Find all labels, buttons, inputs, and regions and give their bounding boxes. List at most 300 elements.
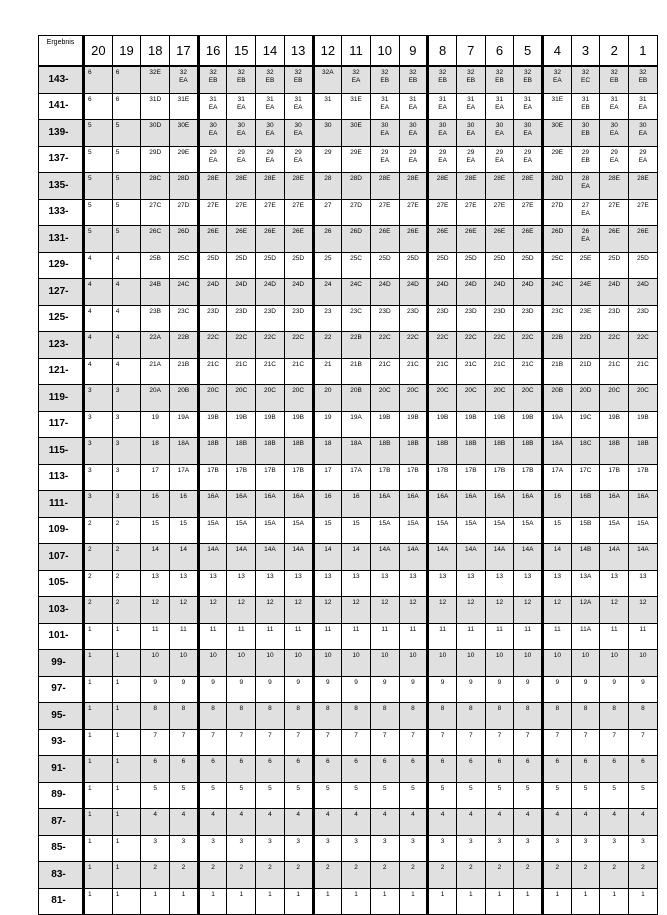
table-cell: 21C: [370, 358, 399, 385]
table-cell: 32A: [313, 66, 342, 93]
table-cell: 25C: [170, 252, 199, 279]
table-cell: 20A: [141, 385, 170, 412]
table-cell: 25D: [485, 252, 514, 279]
table-cell: 3: [600, 835, 629, 862]
table-cell: 3: [198, 835, 227, 862]
table-cell: 3: [112, 411, 141, 438]
table-cell: 32 EB: [227, 66, 256, 93]
table-cell: 12: [170, 597, 199, 624]
table-cell: 5: [112, 199, 141, 226]
table-cell: 32 EB: [256, 66, 285, 93]
table-cell: 3: [84, 438, 113, 465]
table-cell: 26D: [543, 226, 572, 253]
table-row: [39, 544, 658, 571]
table-cell: 27E: [370, 199, 399, 226]
table-cell: 17B: [456, 464, 485, 491]
table-cell: 7: [370, 729, 399, 756]
table-cell: 28E: [600, 173, 629, 200]
table-cell: 11: [141, 623, 170, 650]
table-cell: 21C: [284, 358, 313, 385]
table-cell: 2: [600, 862, 629, 889]
table-cell: 12A: [571, 597, 600, 624]
table-cell: 16A: [456, 491, 485, 518]
table-cell: 16: [543, 491, 572, 518]
table-cell: 26E: [514, 226, 543, 253]
table-cell: 19B: [600, 411, 629, 438]
table-cell: 29 EA: [256, 146, 285, 173]
table-cell: 30E: [342, 120, 371, 147]
table-cell: 10: [428, 650, 457, 677]
table-cell: 22C: [284, 332, 313, 359]
table-cell: 2: [227, 862, 256, 889]
table-cell: 26E: [629, 226, 658, 253]
table-cell: 1: [112, 862, 141, 889]
table-cell: 6: [514, 756, 543, 783]
table-cell: 31 EA: [284, 93, 313, 120]
table-cell: 15A: [399, 517, 428, 544]
table-cell: 4: [342, 809, 371, 836]
table-cell: 2: [141, 862, 170, 889]
table-cell: 2: [543, 862, 572, 889]
table-cell: 12: [141, 597, 170, 624]
table-cell: 21C: [198, 358, 227, 385]
table-cell: 17B: [629, 464, 658, 491]
table-cell: 19B: [256, 411, 285, 438]
table-cell: 9: [399, 676, 428, 703]
table-cell: 20: [313, 385, 342, 412]
table-cell: 5: [543, 782, 572, 809]
table-cell: 17B: [198, 464, 227, 491]
table-cell: 14A: [227, 544, 256, 571]
table-cell: 16: [170, 491, 199, 518]
table-cell: 7: [198, 729, 227, 756]
table-row: [39, 756, 658, 783]
table-cell: 27E: [256, 199, 285, 226]
table-cell: 15A: [284, 517, 313, 544]
table-cell: 27E: [284, 199, 313, 226]
table-cell: 20B: [342, 385, 371, 412]
table-cell: 3: [84, 385, 113, 412]
table-cell: 1: [514, 888, 543, 915]
table-cell: 7: [571, 729, 600, 756]
table-cell: 5: [84, 120, 113, 147]
table-cell: 4: [112, 305, 141, 332]
table-cell: 9: [571, 676, 600, 703]
table-cell: 5: [399, 782, 428, 809]
table-cell: 11: [485, 623, 514, 650]
table-cell: 10: [485, 650, 514, 677]
table-cell: 16A: [600, 491, 629, 518]
corner-label: Ergebnis: [39, 36, 84, 67]
table-cell: 17B: [600, 464, 629, 491]
table-cell: 11: [170, 623, 199, 650]
table-cell: 13: [342, 570, 371, 597]
table-cell: 1: [543, 888, 572, 915]
table-cell: 12: [456, 597, 485, 624]
table-row: [39, 332, 658, 359]
table-cell: 15: [141, 517, 170, 544]
score-label: 97-: [39, 676, 84, 703]
table-cell: 4: [629, 809, 658, 836]
table-cell: 21C: [514, 358, 543, 385]
table-cell: 12: [543, 597, 572, 624]
table-cell: 20C: [456, 385, 485, 412]
table-cell: 1: [84, 729, 113, 756]
table-cell: 30 EA: [227, 120, 256, 147]
table-cell: 32 EA: [342, 66, 371, 93]
table-cell: 24D: [629, 279, 658, 306]
table-cell: 7: [629, 729, 658, 756]
table-cell: 12: [227, 597, 256, 624]
score-label: 109-: [39, 517, 84, 544]
table-cell: 32 EB: [399, 66, 428, 93]
table-cell: 28E: [284, 173, 313, 200]
table-cell: 3: [284, 835, 313, 862]
table-cell: 30 EA: [399, 120, 428, 147]
table-cell: 11: [456, 623, 485, 650]
table-cell: 24E: [571, 279, 600, 306]
table-cell: 30 EB: [571, 120, 600, 147]
table-cell: 1: [284, 888, 313, 915]
table-cell: 2: [399, 862, 428, 889]
table-cell: 9: [313, 676, 342, 703]
table-cell: 30 EA: [198, 120, 227, 147]
table-cell: 3: [112, 385, 141, 412]
table-cell: 24D: [514, 279, 543, 306]
table-cell: 7: [485, 729, 514, 756]
table-row: [39, 888, 658, 915]
table-cell: 30 EA: [256, 120, 285, 147]
table-cell: 24C: [342, 279, 371, 306]
table-cell: 24: [313, 279, 342, 306]
column-header: 11: [342, 36, 371, 67]
table-cell: 7: [227, 729, 256, 756]
table-cell: 14: [141, 544, 170, 571]
table-cell: 13: [313, 570, 342, 597]
table-cell: 20C: [227, 385, 256, 412]
table-cell: 31 EA: [600, 93, 629, 120]
table-cell: 28 EA: [571, 173, 600, 200]
table-cell: 31E: [170, 93, 199, 120]
table-cell: 24D: [600, 279, 629, 306]
table-cell: 18B: [370, 438, 399, 465]
table-cell: 28D: [170, 173, 199, 200]
table-cell: 10: [543, 650, 572, 677]
table-cell: 5: [112, 226, 141, 253]
table-cell: 26: [313, 226, 342, 253]
table-cell: 24D: [284, 279, 313, 306]
column-header: 3: [571, 36, 600, 67]
table-cell: 21B: [170, 358, 199, 385]
table-cell: 14A: [256, 544, 285, 571]
table-cell: 10: [284, 650, 313, 677]
table-cell: 19B: [198, 411, 227, 438]
score-label: 127-: [39, 279, 84, 306]
table-cell: 1: [84, 782, 113, 809]
table-cell: 5: [84, 199, 113, 226]
table-cell: 2: [284, 862, 313, 889]
table-cell: 1: [227, 888, 256, 915]
table-cell: 18B: [256, 438, 285, 465]
table-cell: 19: [141, 411, 170, 438]
table-cell: 6: [600, 756, 629, 783]
table-row: [39, 146, 658, 173]
table-cell: 24D: [485, 279, 514, 306]
table-cell: 24D: [456, 279, 485, 306]
table-cell: 14A: [456, 544, 485, 571]
table-cell: 3: [170, 835, 199, 862]
table-cell: 1: [112, 809, 141, 836]
table-cell: 2: [198, 862, 227, 889]
table-cell: 14A: [370, 544, 399, 571]
table-cell: 20C: [198, 385, 227, 412]
table-cell: 31: [313, 93, 342, 120]
table-cell: 21: [313, 358, 342, 385]
table-cell: 13: [284, 570, 313, 597]
header-row: [39, 36, 658, 67]
table-cell: 22A: [141, 332, 170, 359]
table-cell: 28D: [543, 173, 572, 200]
table-cell: 4: [370, 809, 399, 836]
table-cell: 2: [112, 544, 141, 571]
table-cell: 31 EA: [370, 93, 399, 120]
table-cell: 17: [141, 464, 170, 491]
table-cell: 3: [514, 835, 543, 862]
table-cell: 12: [399, 597, 428, 624]
table-row: [39, 835, 658, 862]
table-cell: 3: [84, 411, 113, 438]
table-cell: 9: [428, 676, 457, 703]
table-cell: 12: [284, 597, 313, 624]
table-cell: 25D: [227, 252, 256, 279]
table-cell: 4: [313, 809, 342, 836]
table-row: [39, 305, 658, 332]
table-cell: 6: [543, 756, 572, 783]
table-cell: 7: [256, 729, 285, 756]
table-cell: 9: [227, 676, 256, 703]
table-cell: 29 EA: [198, 146, 227, 173]
table-cell: 11: [370, 623, 399, 650]
table-cell: 17B: [370, 464, 399, 491]
table-cell: 19B: [514, 411, 543, 438]
table-cell: 5: [227, 782, 256, 809]
table-cell: 14A: [428, 544, 457, 571]
table-cell: 20C: [428, 385, 457, 412]
table-cell: 3: [84, 491, 113, 518]
table-cell: 8: [370, 703, 399, 730]
table-cell: 23D: [428, 305, 457, 332]
score-label: 113-: [39, 464, 84, 491]
table-cell: 13: [485, 570, 514, 597]
table-cell: 17B: [284, 464, 313, 491]
table-cell: 7: [600, 729, 629, 756]
score-label: 89-: [39, 782, 84, 809]
table-cell: 22C: [456, 332, 485, 359]
table-cell: 27E: [428, 199, 457, 226]
table-cell: 13: [514, 570, 543, 597]
table-cell: 23C: [543, 305, 572, 332]
table-cell: 17B: [485, 464, 514, 491]
score-label: 115-: [39, 438, 84, 465]
table-cell: 29 EB: [571, 146, 600, 173]
table-cell: 17A: [170, 464, 199, 491]
table-cell: 10: [198, 650, 227, 677]
table-cell: 11: [284, 623, 313, 650]
table-cell: 28E: [514, 173, 543, 200]
table-cell: 14: [543, 544, 572, 571]
table-cell: 14A: [399, 544, 428, 571]
table-cell: 22C: [399, 332, 428, 359]
table-cell: 32 EB: [600, 66, 629, 93]
table-cell: 5: [428, 782, 457, 809]
table-cell: 7: [428, 729, 457, 756]
table-cell: 17A: [342, 464, 371, 491]
table-cell: 23C: [342, 305, 371, 332]
table-cell: 7: [399, 729, 428, 756]
table-cell: 6: [198, 756, 227, 783]
table-cell: 27E: [600, 199, 629, 226]
score-label: 123-: [39, 332, 84, 359]
table-cell: 6: [112, 66, 141, 93]
table-cell: 21D: [571, 358, 600, 385]
table-cell: 27E: [456, 199, 485, 226]
table-cell: 8: [284, 703, 313, 730]
score-label: 101-: [39, 623, 84, 650]
table-cell: 32 EC: [571, 66, 600, 93]
table-cell: 16A: [284, 491, 313, 518]
column-header: 17: [170, 36, 199, 67]
table-cell: 3: [399, 835, 428, 862]
table-cell: 5: [485, 782, 514, 809]
table-cell: 24D: [370, 279, 399, 306]
table-cell: 30D: [141, 120, 170, 147]
table-cell: 28E: [227, 173, 256, 200]
table-cell: 1: [84, 756, 113, 783]
table-cell: 3: [571, 835, 600, 862]
table-cell: 22B: [170, 332, 199, 359]
table-cell: 5: [198, 782, 227, 809]
table-cell: 4: [141, 809, 170, 836]
table-cell: 10: [571, 650, 600, 677]
table-row: [39, 385, 658, 412]
table-cell: 5: [370, 782, 399, 809]
table-cell: 17B: [256, 464, 285, 491]
table-cell: 13: [543, 570, 572, 597]
table-cell: 24B: [141, 279, 170, 306]
table-cell: 26C: [141, 226, 170, 253]
table-cell: 31 EA: [629, 93, 658, 120]
score-label: 111-: [39, 491, 84, 518]
table-row: [39, 809, 658, 836]
table-cell: 4: [256, 809, 285, 836]
table-cell: 32 EB: [198, 66, 227, 93]
table-cell: 25D: [600, 252, 629, 279]
score-label: 117-: [39, 411, 84, 438]
table-cell: 29 EA: [428, 146, 457, 173]
table-cell: 32 EB: [370, 66, 399, 93]
table-cell: 15A: [198, 517, 227, 544]
table-cell: 16: [141, 491, 170, 518]
table-cell: 8: [342, 703, 371, 730]
table-cell: 22D: [571, 332, 600, 359]
table-cell: 14B: [571, 544, 600, 571]
table-cell: 20D: [571, 385, 600, 412]
table-cell: 23C: [170, 305, 199, 332]
table-cell: 12: [428, 597, 457, 624]
table-cell: 8: [543, 703, 572, 730]
table-cell: 3: [112, 464, 141, 491]
table-body: [39, 66, 658, 915]
table-cell: 23D: [198, 305, 227, 332]
table-row: [39, 782, 658, 809]
table-cell: 28D: [342, 173, 371, 200]
table-cell: 11: [256, 623, 285, 650]
table-cell: 5: [629, 782, 658, 809]
table-cell: 8: [428, 703, 457, 730]
table-cell: 18B: [456, 438, 485, 465]
table-cell: 16B: [571, 491, 600, 518]
table-cell: 13: [198, 570, 227, 597]
table-cell: 8: [571, 703, 600, 730]
table-cell: 13: [227, 570, 256, 597]
table-cell: 20C: [284, 385, 313, 412]
table-cell: 25D: [629, 252, 658, 279]
table-cell: 4: [428, 809, 457, 836]
table-cell: 2: [256, 862, 285, 889]
table-cell: 6: [629, 756, 658, 783]
table-cell: 5: [313, 782, 342, 809]
column-header: 12: [313, 36, 342, 67]
table-cell: 1: [84, 809, 113, 836]
table-cell: 16A: [227, 491, 256, 518]
table-cell: 9: [514, 676, 543, 703]
table-cell: 1: [112, 835, 141, 862]
table-cell: 31 EB: [571, 93, 600, 120]
table-cell: 12: [629, 597, 658, 624]
column-header: 18: [141, 36, 170, 67]
table-cell: 6: [571, 756, 600, 783]
table-row: [39, 66, 658, 93]
table-cell: 23B: [141, 305, 170, 332]
table-cell: 1: [112, 676, 141, 703]
table-cell: 28C: [141, 173, 170, 200]
table-cell: 27D: [543, 199, 572, 226]
table-cell: 22C: [629, 332, 658, 359]
table-cell: 10: [170, 650, 199, 677]
score-label: 107-: [39, 544, 84, 571]
table-cell: 9: [342, 676, 371, 703]
table-cell: 11: [514, 623, 543, 650]
table-cell: 27: [313, 199, 342, 226]
table-cell: 4: [571, 809, 600, 836]
table-cell: 19: [313, 411, 342, 438]
table-cell: 29 EA: [399, 146, 428, 173]
table-cell: 26E: [399, 226, 428, 253]
table-cell: 21C: [399, 358, 428, 385]
table-cell: 7: [313, 729, 342, 756]
table-cell: 2: [84, 597, 113, 624]
table-cell: 21C: [227, 358, 256, 385]
table-cell: 4: [84, 358, 113, 385]
table-cell: 32 EB: [456, 66, 485, 93]
table-cell: 28E: [456, 173, 485, 200]
table-cell: 30 EA: [284, 120, 313, 147]
score-label: 87-: [39, 809, 84, 836]
table-cell: 31 EA: [256, 93, 285, 120]
table-cell: 20C: [485, 385, 514, 412]
table-cell: 8: [198, 703, 227, 730]
table-cell: 25D: [198, 252, 227, 279]
